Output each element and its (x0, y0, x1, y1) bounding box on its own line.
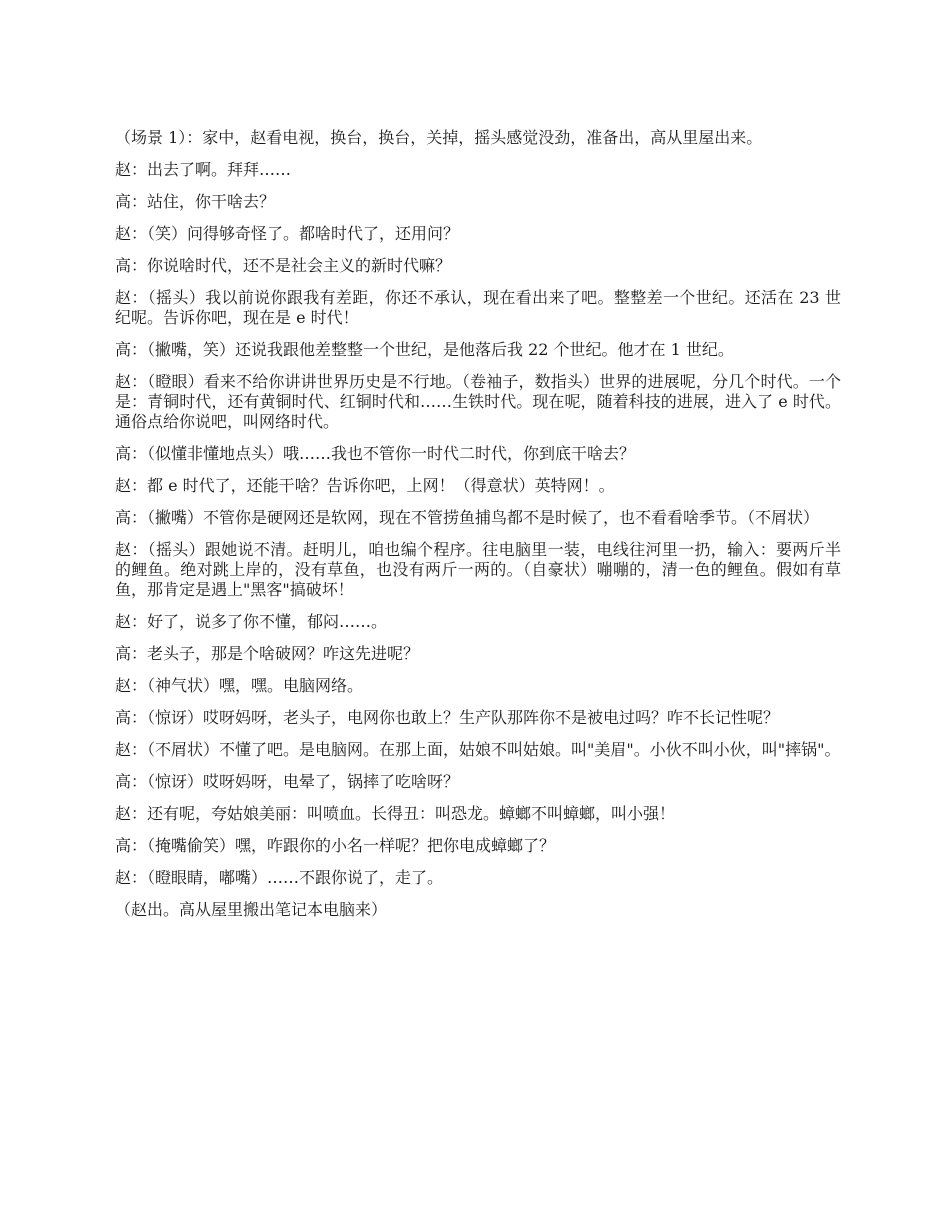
dialogue-line: 赵：（瞪眼睛，嘟嘴）……不跟你说了，走了。 (115, 868, 444, 887)
dialogue-line: 高：（惊讶）哎呀妈呀，老头子，电网你也敢上？生产队那阵你不是被电过吗？咋不长记性呢？ (115, 708, 780, 727)
dialogue-line: 高：老头子，那是个啥破网？咋这先进呢？ (115, 644, 420, 663)
scene-heading: （场景 1）：家中，赵看电视，换台，换台，关掉，摇头感觉没劲，准备出，高从里屋出来。 (115, 128, 763, 147)
dialogue-line: 高：站住，你干啥去？ (115, 192, 276, 211)
dialogue-line: 赵：（不屑状）不懂了吧。是电脑网。在那上面，姑娘不叫姑娘。叫"美眉"。小伙不叫小伙，叫"摔锅"。 (115, 740, 841, 759)
dialogue-line: 赵：都 e 时代了，还能干啥？告诉你吧，上网！（得意状）英特网！。 (115, 476, 615, 495)
dialogue-line: 高：（似懂非懂地点头）哦……我也不管你一时代二时代，你到底干啥去？ (115, 444, 636, 463)
dialogue-line: 赵：（摇头）我以前说你跟我有差距，你还不承认，现在看出来了吧。整整差一个世纪。还活在 23 世纪呢。告诉你吧，现在是 e 时代！ (115, 288, 841, 327)
dialogue-line: 高：（撇嘴，笑）还说我跟他差整整一个世纪，是他落后我 22 个世纪。他才在 1 世纪。 (115, 340, 734, 359)
dialogue-line: 赵：还有呢，夸姑娘美丽：叫喷血。长得丑：叫恐龙。蟑螂不叫蟑螂，叫小强！ (115, 804, 676, 823)
stage-direction: （赵出。高从屋里搬出笔记本电脑来） (115, 900, 388, 919)
dialogue-line: 高：你说啥时代，还不是社会主义的新时代嘛？ (115, 256, 452, 275)
dialogue-line: 赵：（摇头）跟她说不清。赶明儿，咱也编个程序。往电脑里一装，电线往河里一扔，输入：要两斤半的鲤鱼。绝对跳上岸的，没有草鱼，也没有两斤一两的。（自豪状）嘣嘣的，清一色的鲤鱼。假如有草鱼，那肯定是遇上"黑客"搞破坏！ (115, 540, 841, 599)
dialogue-line: 高：（撇嘴）不管你是硬网还是软网，现在不管捞鱼捕鸟都不是时候了，也不看看啥季节。（不屑状） (115, 508, 820, 527)
dialogue-line: 高：（惊讶）哎呀妈呀，电晕了，锅摔了吃啥呀？ (115, 772, 460, 791)
dialogue-line: 赵：出去了啊。拜拜…… (115, 160, 292, 179)
dialogue-line: 赵：好了，说多了你不懂，郁闷……。 (115, 612, 388, 631)
script-body (115, 128, 841, 932)
dialogue-line: 赵：（瞪眼）看来不给你讲讲世界历史是不行地。（卷袖子，数指头）世界的进展呢，分几个时代。一个是：青铜时代，还有黄铜时代、红铜时代和……生铁时代。现在呢，随着科技的进展，进入了 e 时代。通俗点给你说吧，叫网络时代。 (115, 372, 841, 431)
dialogue-line: 高：（掩嘴偷笑）嘿，咋跟你的小名一样呢？把你电成蟑螂了？ (115, 836, 556, 855)
dialogue-line: 赵：（笑）问得够奇怪了。都啥时代了，还用问？ (115, 224, 460, 243)
dialogue-line: 赵：（神气状）嘿，嘿。电脑网络。 (115, 676, 364, 695)
